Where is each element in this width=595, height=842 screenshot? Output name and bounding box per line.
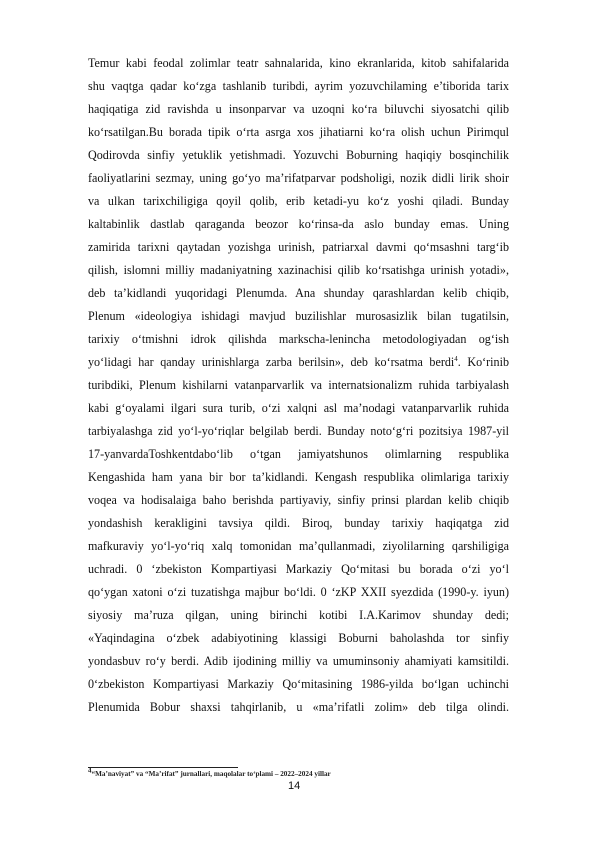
text-line: «Yaqindagina o‘zbek adabiyotining klassigi Boburni baholashda tor sinfiy (88, 631, 509, 645)
text-line: siyosiy ma’ruza qilgan, uning birinchi kotibi I.A.Karimov shunday dedi; (88, 608, 509, 622)
text-line: haqiqatiga zid ravishda u insonparvar va uzoqni ko‘ra biluvchi siyosatchi qilib (88, 102, 509, 116)
text-line: va ulkan tarixchiligiga qoyil qolib, erib ketadi-yu ko‘z yoshi qiladi. Bunday (88, 194, 509, 208)
text-line (88, 355, 509, 370)
text-line: yondashish kerakligini tavsiya qildi. Biroq, bunday tarixiy haqiqatga zid (88, 516, 509, 530)
text-line: Plenum «ideologiya ishidagi mavjud buzilishlar murosasizlik bilan tugatilsin, (88, 309, 509, 323)
page-number: 14 (288, 780, 301, 792)
text-line: 0‘zbekiston Kompartiyasi Markaziy Qo‘mitasining 1986-yilda bo‘lgan uchinchi (88, 677, 509, 691)
text-line: tarbiyalashga zid yo‘l-yo‘riqlar belgilab berdi. Bunday noto‘g‘ri pozitsiya 1987-yil (88, 424, 509, 438)
text-line: yondasbuv ro‘y berdi. Adib ijodining milliy va umuminsoniy ahamiyati kamsitildi. (88, 654, 509, 668)
footnote (88, 766, 509, 779)
text-line: qilish, islomni milliy madaniyatning xazinachisi qilib ko‘rsatishga urinish yotadi», (88, 263, 509, 277)
footnote-reference: 4 (454, 354, 458, 363)
text-line: qo‘ygan xatoni o‘zi tuzatishga majbur bo‘ldi. 0 ‘zKP XXII syezdida (1990-y. iyun) (88, 585, 509, 599)
text-line: Kengashida ham yana bir bor ta’kidlandi. Kengash respublika olimlariga tarixiy (88, 470, 509, 484)
text-line: mafkuraviy yo‘l-yo‘riq xalq tomonidan ma’qullanmadi, ziyolilarning qarshiligiga (88, 539, 509, 553)
text-line: voqea va hodisalaiga baho berishda partiyaviy, sinfiy prinsi plardan kelib chiqib (88, 493, 509, 507)
text-line-part: yo‘lidagi har qanday urinishlarga zarba berilsin», deb ko‘rsatma berdi (88, 355, 455, 369)
footnote-text: “Ma’naviyat” va “Ma’rifat” jurnallari, maqolalar to‘plami – 2022–2024 yillar (91, 770, 331, 778)
text-line: Plenumida Bobur shaxsi tahqirlanib, u «ma’rifatli zolim» deb tilga olindi. (88, 700, 509, 714)
text-line: shu vaqtga qadar ko‘zga tashlanib turibdi, ayrim yozuvchilaming e’tiborida tarix (88, 79, 509, 93)
text-line: 17-yanvardaToshkentdabo‘lib o‘tgan jamiyatshunos olimlarning respublika (88, 447, 509, 461)
text-line: turibdiki, Plenum kishilarni vatanparvarlik va internatsionalizm ruhida tarbiyalash (88, 378, 509, 392)
text-line: zamirida tarixni qaytadan yozishga urinish, patriarxal davmi qo‘msashni targ‘ib (88, 240, 509, 254)
footnote-separator (88, 767, 238, 768)
text-line: Qodirovda sinfiy yetuklik yetishmadi. Yozuvchi Boburning haqiqiy bosqinchilik (88, 148, 509, 162)
text-line: deb ta’kidlandi yuqoridagi Plenumda. Ana shunday qarashlardan kelib chiqib, (88, 286, 509, 300)
text-line: ko‘rsatilgan.Bu borada tipik o‘rta asrga xos jihatiarni ko‘ra olish uchun Pirimqul (88, 125, 509, 139)
text-line: uchradi. 0 ‘zbekiston Kompartiyasi Markaziy Qo‘mitasi bu borada o‘zi yo‘l (88, 562, 509, 576)
text-line-part: . Ko‘rinib (457, 355, 509, 369)
text-line: kaltabinlik dastlab qaraganda beozor ko‘rinsa-da aslo bunday emas. Uning (88, 217, 509, 231)
footnote-marker: 4 (88, 766, 92, 775)
text-line: tarixiy o‘tmishni idrok qilishda markscha-lenincha metodologiyadan og‘ish (88, 332, 509, 346)
text-line: faoliyatlarini sezmay, uning go‘yo ma’rifatparvar podsholigi, nozik didli lirik shoir (88, 171, 509, 185)
text-line: kabi g‘oyalami ilgari sura turib, o‘zi xalqni asl ma’nodagi vatanparvarlik ruhida (88, 401, 509, 415)
text-line: Temur kabi feodal zolimlar teatr sahnalarida, kino ekranlarida, kitob sahifalarida (88, 56, 509, 70)
